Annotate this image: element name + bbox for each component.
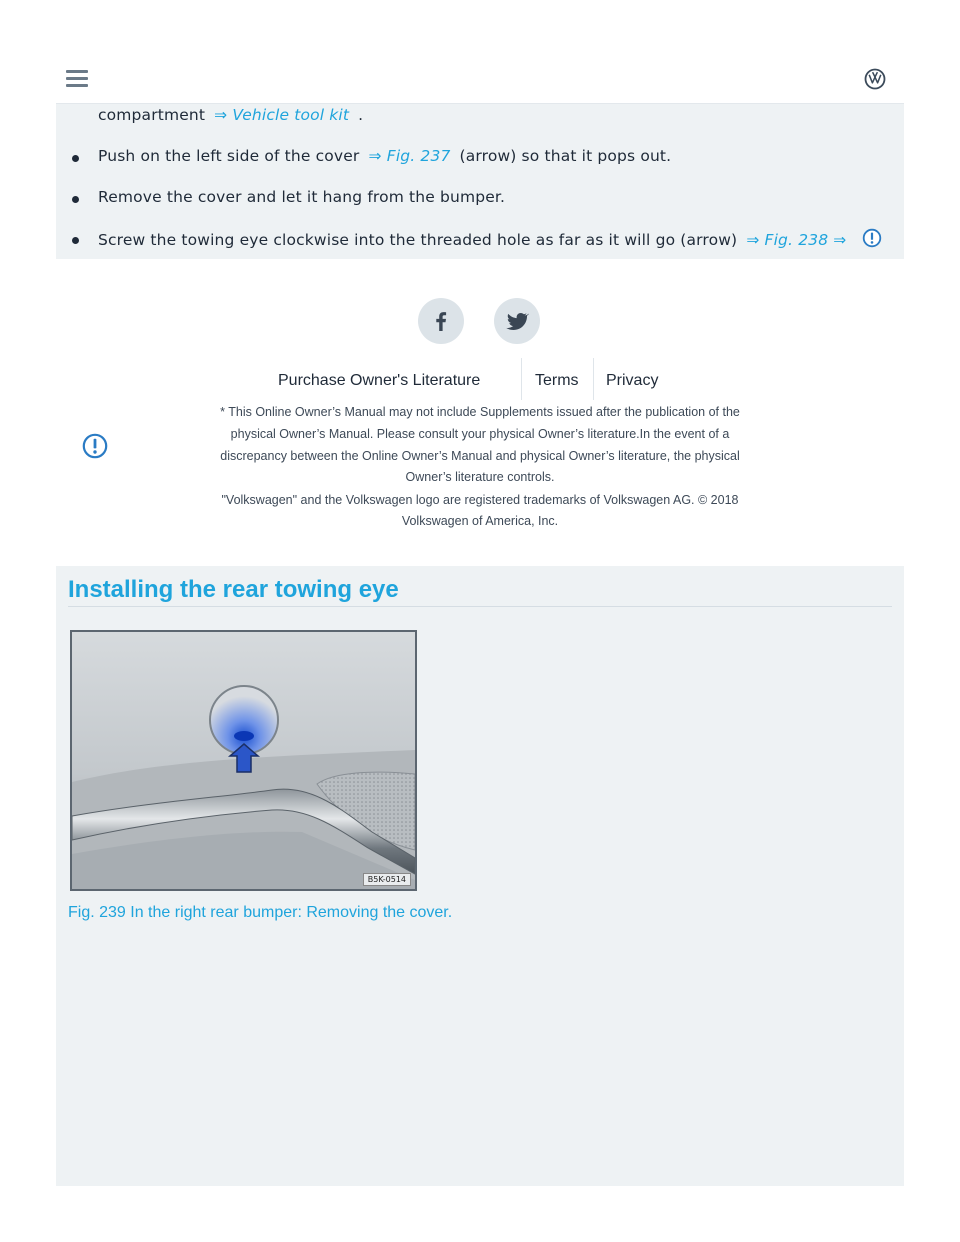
facebook-button[interactable] — [418, 298, 464, 344]
fig-238-link[interactable]: ⇒ Fig. 238 ⇒ — [746, 231, 847, 249]
bullet-icon — [72, 155, 79, 162]
disclaimer-line: discrepancy between the Online Owner’s Manual and physical Owner’s literature, the physical — [220, 449, 740, 463]
terms-link[interactable]: Terms — [535, 372, 579, 389]
disclaimer-line: Owner’s literature controls. — [405, 470, 555, 484]
instruction-block — [56, 104, 904, 259]
twitter-icon — [505, 309, 529, 333]
figure-239[interactable] — [70, 630, 417, 891]
bullet-icon — [72, 237, 79, 244]
privacy-link[interactable]: Privacy — [606, 372, 659, 389]
trademark-line: Volkswagen of America, Inc. — [401, 514, 559, 528]
instruction-text: (arrow) so that it pops out. — [459, 147, 672, 165]
instruction-text: Screw the towing eye clockwise into the threaded hole as far as it will go (arrow) — [98, 231, 738, 249]
vehicle-tool-kit-link[interactable]: ⇒ Vehicle tool kit — [214, 106, 350, 124]
disclaimer-line: * This Online Owner’s Manual may not include Supplements issued after the publication of the — [220, 405, 740, 419]
instruction-text: compartment — [98, 106, 206, 124]
top-bar — [56, 56, 904, 104]
divider — [521, 358, 522, 400]
fig-237-link[interactable]: ⇒ Fig. 237 — [368, 147, 451, 165]
vw-logo-icon[interactable] — [864, 68, 886, 90]
instruction-line — [98, 106, 363, 124]
instruction-text: . — [358, 106, 364, 124]
rear-towing-eye-section — [56, 566, 904, 1186]
purchase-literature-link[interactable]: Purchase Owner's Literature — [278, 372, 481, 389]
twitter-button[interactable] — [494, 298, 540, 344]
hamburger-menu-icon[interactable] — [66, 70, 88, 88]
divider — [593, 358, 594, 400]
instruction-step-2 — [98, 188, 505, 206]
disclaimer-line: physical Owner’s Manual. Please consult your physical Owner’s literature.In the event of a — [230, 427, 730, 441]
figure-caption: Fig. 239 In the right rear bumper: Removing the cover. — [68, 904, 453, 921]
instruction-step-1 — [98, 147, 671, 165]
instruction-step-3 — [98, 228, 882, 249]
warning-icon — [82, 433, 108, 459]
instruction-text: Push on the left side of the cover — [98, 147, 360, 165]
bumper-illustration — [72, 632, 415, 889]
facebook-icon — [429, 309, 453, 333]
bullet-icon — [72, 196, 79, 203]
section-divider — [68, 606, 892, 607]
figure-code: B5K-0514 — [363, 873, 411, 886]
instruction-text: Remove the cover and let it hang from the bumper. — [98, 188, 506, 206]
warning-icon[interactable] — [862, 228, 882, 248]
trademark-line: "Volkswagen" and the Volkswagen logo are registered trademarks of Volkswagen AG. © 2018 — [221, 493, 739, 507]
section-title: Installing the rear towing eye — [68, 576, 399, 603]
